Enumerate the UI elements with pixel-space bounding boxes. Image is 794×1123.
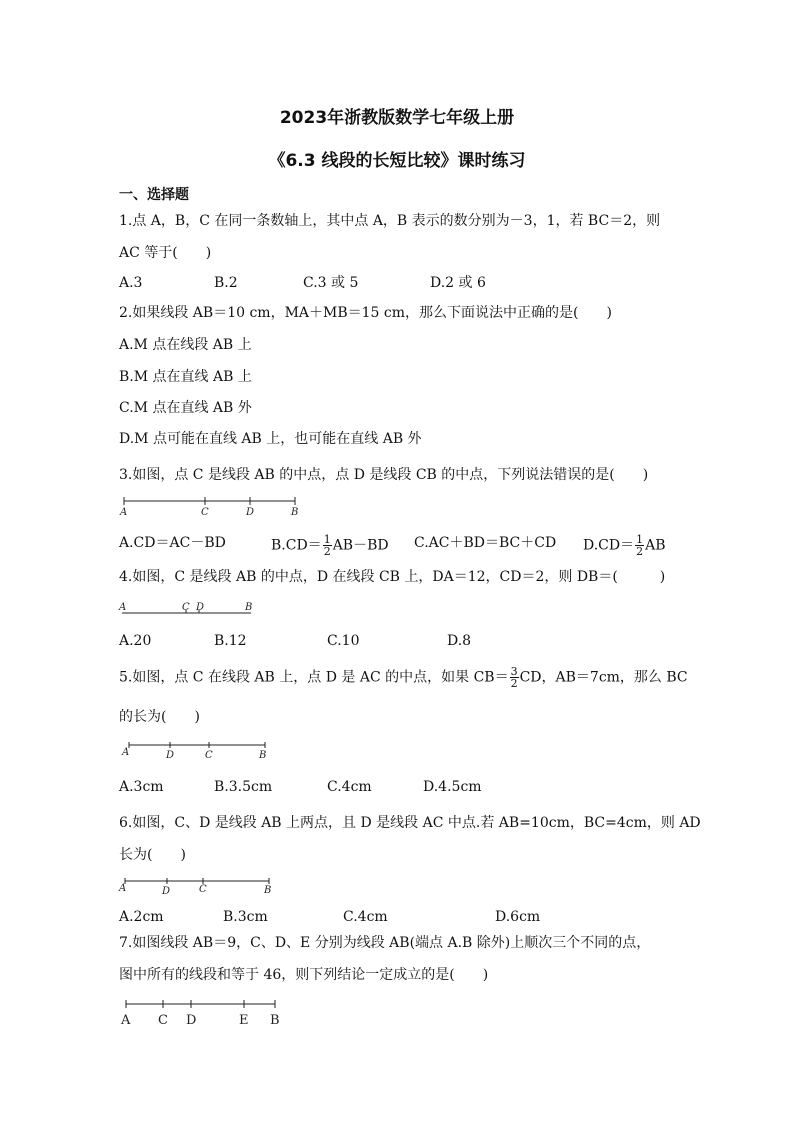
q7-label-a: A <box>121 1013 131 1028</box>
q3-option-a: A.CD＝AC－BD <box>119 535 226 551</box>
q5-fraction <box>510 666 519 689</box>
q3-option-b-prefix: B.CD＝ <box>271 537 322 554</box>
q1-option-a: A.3 <box>119 275 143 291</box>
q5-label-a: A <box>122 747 130 758</box>
q3-option-d-suffix: AB <box>645 537 666 554</box>
q3-option-c: C.AC＋BD＝BC＋CD <box>414 535 557 551</box>
q6-label-a: A <box>119 883 127 894</box>
q4-option-a: A.20 <box>119 633 152 649</box>
q5-stem-suffix: CD，AB＝7cm，那么 BC <box>519 669 688 686</box>
section-heading: 一、选择题 <box>119 187 189 203</box>
q6-option-c: C.4cm <box>343 909 388 925</box>
q1-option-c: C.3 或 5 <box>303 275 359 291</box>
q5-stem-line1 <box>119 666 688 689</box>
q1-stem-line1: 1.点 A，B，C 在同一条数轴上，其中点 A，B 表示的数分别为－3，1，若 BC＝2，则 <box>119 213 661 229</box>
q7-label-c: C <box>158 1013 168 1028</box>
q6-option-d: D.6cm <box>495 909 541 925</box>
q6-option-a: A.2cm <box>119 909 164 925</box>
q2-option-c: C.M 点在直线 AB 外 <box>119 400 252 416</box>
q2-option-b: B.M 点在直线 AB 上 <box>119 369 252 385</box>
q3-label-b: B <box>291 507 299 518</box>
q5-label-b: B <box>259 750 267 761</box>
q6-segment-figure <box>119 876 289 896</box>
q4-label-a: A <box>119 602 127 613</box>
q7-stem-line2: 图中所有的线段和等于 46，则下列结论一定成立的是( ) <box>119 967 489 983</box>
q7-label-b: B <box>270 1013 280 1028</box>
q3-option-b <box>271 534 389 557</box>
q4-option-b: B.12 <box>214 633 247 649</box>
worksheet-title: 2023年浙教版数学七年级上册 <box>279 108 515 128</box>
q7-label-d: D <box>186 1013 197 1028</box>
q6-stem-line1: 6.如图，C、D 是线段 AB 上两点，且 D 是线段 AC 中点.若 AB=10cm，BC=4cm，则 AD <box>119 815 701 831</box>
fraction-denominator: 2 <box>323 545 331 558</box>
worksheet-subtitle: 《6.3 线段的长短比较》课时练习 <box>268 151 526 171</box>
fraction-numerator: 1 <box>323 533 331 546</box>
q2-option-a: A.M 点在线段 AB 上 <box>119 337 252 353</box>
q3-label-a: A <box>120 507 128 518</box>
q6-label-c: C <box>199 884 207 895</box>
q5-option-a: A.3cm <box>119 779 164 795</box>
q6-option-b: B.3cm <box>223 909 268 925</box>
q1-stem-line2: AC 等于( ) <box>119 245 212 261</box>
fraction-numerator: 3 <box>510 665 518 678</box>
q3-option-b-suffix: AB－BD <box>332 537 389 554</box>
q5-option-c: C.4cm <box>327 779 372 795</box>
q3-option-d <box>583 534 666 557</box>
q7-stem-line1: 7.如图线段 AB＝9，C、D、E 分别为线段 AB(端点 A.B 除外)上顺次三个不同的点， <box>119 935 651 951</box>
fraction-denominator: 2 <box>510 677 518 690</box>
q3-stem: 3.如图，点 C 是线段 AB 的中点，点 D 是线段 CB 的中点，下列说法错误的是( ) <box>119 467 649 483</box>
fraction-numerator: 1 <box>636 533 644 546</box>
q4-label-b: B <box>245 602 253 613</box>
q4-stem: 4.如图，C 是线段 AB 的中点，D 在线段 CB 上，DA＝12，CD＝2，则 DB＝( ) <box>119 569 666 585</box>
q5-option-b: B.3.5cm <box>214 779 273 795</box>
q3-option-b-fraction <box>323 534 332 557</box>
q6-stem-line2: 长为( ) <box>119 847 186 863</box>
q5-segment-figure <box>119 740 279 760</box>
q4-label-d: D <box>196 602 205 613</box>
q3-segment-figure <box>119 496 319 516</box>
q6-label-d: D <box>162 886 171 897</box>
q5-label-d: D <box>166 750 175 761</box>
q4-label-c: C <box>182 602 190 613</box>
q5-option-d: D.4.5cm <box>423 779 482 795</box>
q3-option-d-fraction <box>635 534 644 557</box>
q2-option-d: D.M 点可能在直线 AB 上，也可能在直线 AB 外 <box>119 431 422 447</box>
q3-label-c: C <box>201 507 209 518</box>
q3-option-d-prefix: D.CD＝ <box>583 537 635 554</box>
q1-option-b: B.2 <box>214 275 238 291</box>
q1-option-d: D.2 或 6 <box>430 275 486 291</box>
q6-label-b: B <box>264 885 272 896</box>
q4-option-c: C.10 <box>327 633 360 649</box>
q5-label-c: C <box>205 750 213 761</box>
q4-segment-figure <box>119 600 279 620</box>
q5-stem-line2: 的长为( ) <box>119 709 200 725</box>
fraction-denominator: 2 <box>636 545 644 558</box>
q7-segment-figure <box>119 1000 299 1030</box>
q5-stem-prefix: 5.如图，点 C 在线段 AB 上，点 D 是 AC 的中点，如果 CB＝ <box>119 669 509 686</box>
q7-label-e: E <box>239 1013 249 1028</box>
q3-label-d: D <box>246 507 255 518</box>
q4-option-d: D.8 <box>447 633 472 649</box>
q2-stem: 2.如果线段 AB＝10 cm，MA＋MB＝15 cm，那么下面说法中正确的是( ) <box>119 305 612 321</box>
